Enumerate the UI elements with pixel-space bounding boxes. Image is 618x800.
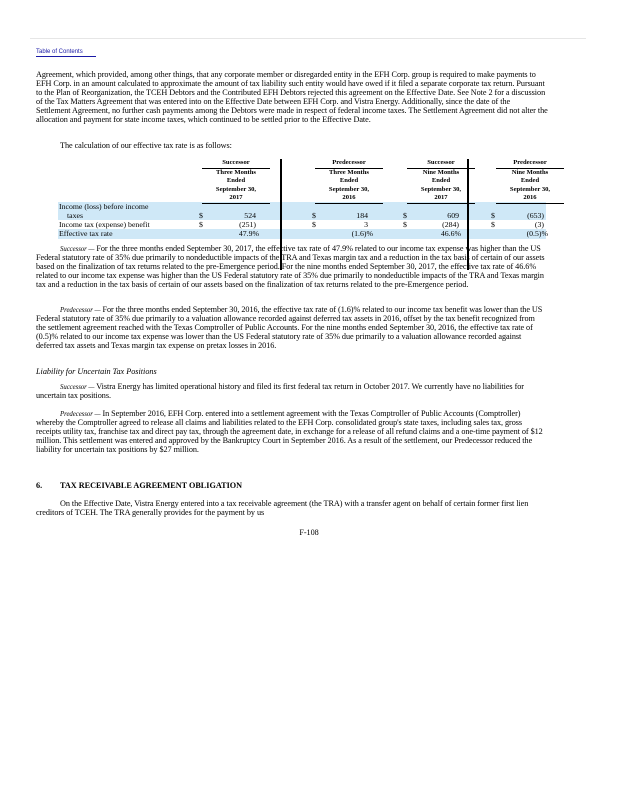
liability-successor-paragraph	[36, 382, 524, 400]
header-entity: Successor	[407, 159, 475, 169]
header-line: Ended	[431, 177, 451, 184]
currency: $	[199, 211, 203, 220]
paragraph-label: Successor —	[60, 384, 95, 391]
calc-intro: The calculation of our effective tax rate is as follows:	[60, 141, 232, 150]
tra-paragraph	[36, 499, 528, 517]
table-cell: (251)	[239, 220, 256, 229]
text-line: to the Plan of Reorganization, the TCEH Debtors and the Contributed EFH Debtors rejected this agreement on the Effective Date. See Note 2 for a discussion	[36, 88, 546, 97]
currency: $	[491, 220, 495, 229]
table-of-contents-link[interactable]: Table of Contents	[36, 48, 96, 57]
text-line: related to our income tax expense was higher than the US Federal statutory rate of 35% due primarily to nondeductible impacts of the TRA and Texas margin	[36, 271, 544, 280]
text-line: creditors of TCEH. The TRA generally provides for the payment by us	[36, 508, 265, 517]
row-label: Income tax (expense) benefit	[59, 220, 150, 229]
table-cell: 609	[447, 211, 459, 220]
text-line: whereby the Comptroller agreed to release all claims and liabilities related to the EFH Corp. consolidated group's state taxes, including sales tax, gross	[36, 418, 523, 427]
header-entity: Predecessor	[315, 159, 383, 169]
header-line: 2017	[407, 194, 475, 204]
successor-paragraph	[36, 244, 545, 289]
header-line: Ended	[226, 177, 246, 184]
table-row	[58, 202, 546, 220]
table-cell: (1.6)%	[351, 229, 373, 238]
text-line: On the Effective Date, Vistra Energy entered into a tax receivable agreement (the TRA) with a transfer agent on behalf of certain former first lien	[60, 499, 529, 508]
currency: $	[312, 211, 316, 220]
predecessor-paragraph	[36, 305, 542, 350]
text-line: Federal statutory rate of 35% due primarily to nondeductible impacts of the TRA and Texas margin tax and a reduction in the tax basis of certain of our assets	[36, 253, 545, 262]
header-line: 2016	[315, 194, 383, 204]
text-line: the settlement agreement reached with the Texas Comptroller of Public Accounts. For the nine months ended September 30, 2016, the effective tax rate of	[36, 323, 533, 332]
currency: $	[199, 220, 203, 229]
text-line: For the three months ended September 30, 2017, the effective tax rate of 47.9% related to our income tax expense was higher than the US	[96, 244, 541, 253]
header-line: Ended	[520, 177, 540, 184]
liability-heading: Liability for Uncertain Tax Positions	[36, 367, 157, 376]
header-line: September 30,	[328, 185, 370, 193]
table-cell: (653)	[527, 211, 544, 220]
text-line: Settlement Agreement, no further cash payments among the Debtors were made in respect of federal income taxes. The Settlement Agreement did not alter the	[36, 106, 548, 115]
header-line: Nine Months	[511, 168, 549, 176]
currency: $	[312, 220, 316, 229]
header-entity: Successor	[202, 159, 270, 169]
text-line: tax and a reduction in the tax basis of certain of our assets based on the finalization of tax returns related to the pre-Emergence period.	[36, 280, 469, 289]
column-header	[202, 159, 270, 204]
text-line: Vistra Energy has limited operational history and filed its first federal tax return in October 2017. We currently have no liabilities for	[96, 382, 524, 391]
column-header	[496, 159, 564, 204]
table-cell: 3	[364, 220, 368, 229]
table-cell: (0.5)%	[526, 229, 548, 238]
header-line: Three Months	[329, 168, 369, 176]
page-number: F-108	[299, 528, 319, 537]
intro-paragraph	[36, 70, 548, 124]
page-top-rule	[30, 38, 586, 39]
header-line: Nine Months	[422, 168, 460, 176]
header-line: September 30,	[509, 185, 551, 193]
text-line: (0.5)% related to our income tax expense was lower than the US Federal statutory rate of 35% due primarily to a valuation allowance recorded against	[36, 332, 522, 341]
liability-predecessor-paragraph	[36, 409, 543, 454]
text-line: million. This settlement was entered and approved by the Bankruptcy Court in September 2016. As a result of the settlement, our Predecessor reduced the	[36, 436, 533, 445]
text-line: EFH Corp. in an amount calculated to approximate the amount of tax liability such entity would have owed if it filed a separate corporate tax return. Pursuant	[36, 79, 545, 88]
paragraph-label: Successor —	[60, 246, 95, 253]
text-line: Federal statutory rate of 35% due primarily to a valuation allowance recorded against deferred tax assets in 2016, offset by the tax benefit recognized from	[36, 314, 535, 323]
table-cell: (3)	[534, 220, 544, 229]
text-line: uncertain tax positions.	[36, 391, 111, 400]
currency: $	[403, 211, 407, 220]
table-row	[58, 229, 546, 239]
text-line: allocation and payment for state income taxes, which continued to be settled prior to the Effective Date.	[36, 115, 371, 124]
row-label: Effective tax rate	[59, 229, 113, 238]
paragraph-label: Predecessor —	[60, 411, 101, 418]
text-line: based on the finalization of tax returns related to the pre-Emergence period. For the nine months ended September 30, 2017, the effective tax rate of 46.6%	[36, 262, 537, 271]
paragraph-label: Predecessor —	[60, 307, 101, 314]
header-line: 2017	[202, 194, 270, 204]
table-cell: 47.9%	[238, 229, 259, 238]
table-cell: 524	[244, 211, 256, 220]
row-label: Income (loss) before income	[59, 202, 149, 211]
currency: $	[491, 211, 495, 220]
header-line: Three Months	[216, 168, 256, 176]
text-line: In September 2016, EFH Corp. entered into a settlement agreement with the Texas Comptroller of Public Accounts (Comptroller)	[102, 409, 521, 418]
header-line: September 30,	[420, 185, 462, 193]
table-cell: 46.6%	[440, 229, 461, 238]
header-line: Ended	[339, 177, 359, 184]
section-number: 6.	[36, 481, 43, 490]
text-line: receipts utility tax, franchise tax and direct pay tax, through the agreement date, in exchange for a release of all refund claims and a one-time payment of $12	[36, 427, 543, 436]
table-cell: 184	[356, 211, 368, 220]
header-entity: Predecessor	[496, 159, 564, 169]
column-header	[407, 159, 475, 204]
text-line: deferred tax assets and Texas margin tax expense on pretax losses in 2016.	[36, 341, 277, 350]
text-line: Agreement, which provided, among other things, that any corporate member or disregarded entity in the EFH Corp. group is required to make payments to	[36, 70, 536, 79]
column-header	[315, 159, 383, 204]
table-row	[58, 220, 546, 229]
text-line: For the three months ended September 30, 2016, the effective tax rate of (1.6)% related to our income tax benefit was lower than the US	[102, 305, 543, 314]
text-line: liability for uncertain tax positions by $27 million.	[36, 445, 199, 454]
row-label: taxes	[67, 211, 84, 220]
section-title: TAX RECEIVABLE AGREEMENT OBLIGATION	[60, 481, 243, 490]
header-line: September 30,	[215, 185, 257, 193]
text-line: of the Tax Matters Agreement that was entered into on the Effective Date between EFH Corp. and Vistra Energy. Additionally, since the date of the	[36, 97, 511, 106]
table-cell: (284)	[442, 220, 459, 229]
header-line: 2016	[496, 194, 564, 204]
currency: $	[403, 220, 407, 229]
